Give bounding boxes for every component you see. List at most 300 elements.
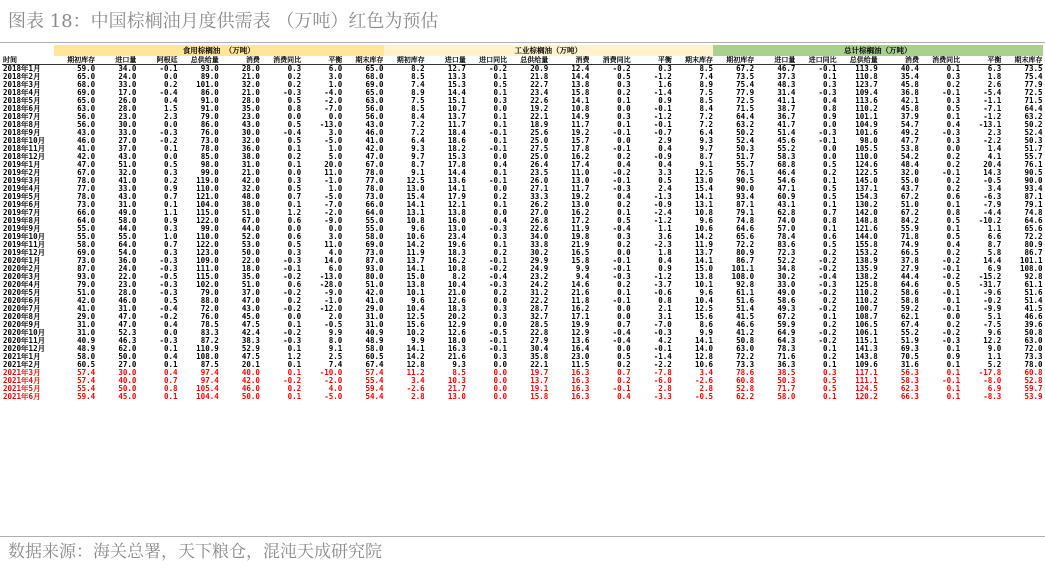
table-cell: 56.0: [77, 113, 96, 121]
table-cell: -0.2: [283, 305, 302, 313]
table-cell: 72.0: [1024, 345, 1043, 353]
table-cell: 43.0: [365, 121, 384, 129]
table-cell: 45.8: [900, 105, 919, 113]
table-cell: 0.5: [287, 241, 302, 249]
table-cell: 34.0: [118, 64, 137, 73]
table-cell: 130.2: [855, 201, 878, 209]
table-cell: 0.1: [493, 169, 508, 177]
table-cell: 64.4: [736, 113, 755, 121]
table-cell: 145.0: [855, 177, 878, 185]
table-cell: 105.4: [196, 385, 219, 393]
table-cell: 14.1: [694, 257, 714, 265]
table-cell: 12.6: [447, 297, 466, 305]
table-cell: 70.5: [900, 353, 919, 361]
table-cell: 78.0: [365, 169, 384, 177]
table-cell: 35.4: [900, 73, 919, 81]
table-cell: 0.2: [287, 81, 302, 89]
table-cell: 62.3: [900, 385, 919, 393]
table-cell: -0.2: [283, 377, 302, 385]
table-cell: 59.0: [77, 64, 96, 73]
table-row: [2, 185, 1043, 193]
table-cell: 27.0: [118, 361, 137, 369]
table-cell: 65.6: [736, 233, 755, 241]
table-cell: 38.5: [777, 369, 796, 377]
row-month: 2020年5月: [3, 289, 41, 297]
table-cell: 51.4: [777, 129, 796, 137]
table-cell: 0.1: [946, 201, 961, 209]
table-cell: 44.4: [900, 273, 919, 281]
table-cell: 0.1: [823, 201, 837, 209]
table-cell: -0.5: [324, 321, 343, 329]
table-cell: 22.1: [530, 361, 549, 369]
table-cell: 34.8: [777, 265, 796, 273]
table-row: [2, 257, 1043, 265]
table-cell: 67.4: [365, 361, 384, 369]
table-cell: 51.0: [241, 281, 260, 289]
table-cell: 101.1: [855, 113, 878, 121]
table-cell: 41.0: [365, 137, 384, 145]
table-cell: -0.1: [159, 64, 178, 73]
table-row: [2, 249, 1043, 257]
table-cell: 8.5: [699, 64, 714, 73]
table-cell: 7.5: [411, 97, 425, 105]
table-cell: 35.8: [530, 353, 549, 361]
table-cell: 63.0: [1024, 337, 1043, 345]
table-cell: 97.4: [200, 369, 219, 377]
table-cell: 48.9: [365, 337, 384, 345]
row-month: 2018年6月: [3, 105, 41, 113]
table-cell: 78.4: [777, 233, 796, 241]
table-cell: 15.8: [571, 89, 590, 97]
table-cell: 56.0: [77, 121, 96, 129]
table-cell: -0.5: [983, 177, 1002, 185]
table-cell: 37.0: [241, 289, 260, 297]
table-cell: 42.1: [900, 97, 919, 105]
table-cell: 62.1: [900, 313, 919, 321]
table-cell: 27.0: [118, 137, 137, 145]
table-cell: -31.7: [978, 281, 1002, 289]
table-cell: 20.2: [447, 313, 466, 321]
table-cell: 41.0: [77, 145, 96, 153]
table-cell: 9.1: [411, 169, 425, 177]
table-cell: 1.1: [164, 209, 178, 217]
table-cell: 50.3: [777, 377, 796, 385]
table-cell: 25.6: [530, 129, 549, 137]
table-cell: -0.2: [942, 273, 961, 281]
table-cell: 2.3: [164, 113, 178, 121]
table-row: [2, 73, 1043, 81]
table-cell: 59.4: [365, 385, 384, 393]
table-cell: 0.1: [287, 345, 302, 353]
table-cell: -3.3: [653, 393, 672, 401]
table-row: [2, 353, 1043, 361]
table-cell: 0.2: [617, 361, 631, 369]
table-cell: 64.9: [777, 329, 796, 337]
table-row: [2, 177, 1043, 185]
column-header: 消费同比: [919, 56, 960, 65]
table-cell: 31.0: [365, 321, 384, 329]
table-cell: 50.8: [736, 337, 755, 345]
table-cell: 51.7: [1024, 145, 1043, 153]
table-cell: 73.0: [77, 257, 96, 265]
table-cell: 135.9: [855, 265, 878, 273]
table-cell: 9.6: [699, 289, 714, 297]
table-cell: 0.1: [946, 64, 961, 73]
table-cell: 27.9: [530, 337, 549, 345]
table-cell: 33.0: [777, 281, 796, 289]
table-cell: 0.2: [823, 321, 837, 329]
table-cell: 55.2: [777, 145, 796, 153]
table-cell: 6.9: [987, 265, 1002, 273]
table-cell: 50.2: [736, 129, 755, 137]
table-cell: 2.3: [987, 129, 1002, 137]
table-cell: 48.0: [241, 193, 260, 201]
table-cell: -13.0: [319, 121, 343, 129]
table-cell: 124.6: [855, 161, 878, 169]
table-cell: 0.0: [493, 105, 508, 113]
table-row: [2, 233, 1043, 241]
table-cell: -0.1: [489, 257, 508, 265]
table-cell: 16.2: [571, 209, 590, 217]
table-cell: 51.6: [736, 297, 755, 305]
table-cell: 58.0: [118, 217, 137, 225]
table-cell: 13.8: [571, 81, 590, 89]
table-cell: 30.2: [530, 249, 549, 257]
table-cell: 32.0: [241, 185, 260, 193]
table-cell: 46.0: [241, 385, 260, 393]
table-cell: 0.3: [946, 137, 961, 145]
table-cell: 52.2: [777, 257, 796, 265]
table-cell: 15.7: [571, 137, 590, 145]
table-body: [2, 65, 1043, 402]
table-cell: 44.0: [241, 225, 260, 233]
table-cell: 60.5: [365, 353, 384, 361]
table-cell: 14.2: [406, 353, 425, 361]
table-cell: 15.0: [406, 273, 425, 281]
table-cell: 23.0: [241, 113, 260, 121]
table-cell: 0.3: [946, 73, 961, 81]
group-header-industrial: 工业棕榈油（万吨）: [384, 45, 714, 56]
table-cell: 0.0: [823, 153, 837, 161]
table-row: [2, 97, 1043, 105]
table-cell: -6.3: [983, 193, 1002, 201]
table-cell: 0.1: [617, 289, 631, 297]
table-cell: 0.0: [287, 113, 302, 121]
table-cell: 2.8: [411, 393, 425, 401]
table-cell: 0.0: [617, 105, 631, 113]
column-header: 平衡: [631, 56, 672, 65]
table-row: [2, 265, 1043, 273]
table-cell: 12.9: [447, 321, 466, 329]
row-month: 2021年5月: [3, 385, 41, 393]
column-header: 期末库存: [1001, 56, 1042, 65]
table-cell: 109.6: [855, 361, 878, 369]
table-cell: 11.2: [406, 369, 425, 377]
table-cell: 142.0: [855, 209, 878, 217]
table-cell: 0.5: [164, 297, 178, 305]
table-cell: 30.0: [118, 369, 137, 377]
table-cell: -1.4: [653, 89, 672, 97]
table-cell: -0.1: [942, 377, 961, 385]
table-cell: 22.8: [530, 329, 549, 337]
table-cell: 76.1: [736, 169, 755, 177]
table-cell: 110.0: [196, 233, 219, 241]
row-month: 2019年9月: [3, 225, 41, 233]
table-cell: 0.2: [617, 377, 631, 385]
group-header-row: [2, 45, 1043, 56]
table-cell: 0.2: [164, 81, 178, 89]
table-cell: 0.5: [493, 81, 508, 89]
table-cell: 0.2: [287, 73, 302, 81]
table-cell: 51.0: [118, 161, 137, 169]
table-cell: 25.0: [530, 153, 549, 161]
table-cell: 51.6: [1024, 289, 1043, 297]
table-cell: 31.0: [77, 329, 96, 337]
table-cell: 0.1: [493, 201, 508, 209]
table-cell: 33.8: [530, 241, 549, 249]
table-cell: 115.1: [855, 337, 878, 345]
table-cell: -9.9: [983, 305, 1002, 313]
table-cell: 0.8: [823, 105, 837, 113]
table-row: [2, 193, 1043, 201]
table-cell: -2.2: [653, 361, 672, 369]
table-cell: 0.5: [287, 137, 302, 145]
table-cell: 59.4: [77, 393, 96, 401]
column-header: 平衡: [960, 56, 1001, 65]
row-month: 2019年5月: [3, 193, 41, 201]
row-month: 2018年12月: [3, 153, 46, 161]
table-cell: 36.3: [777, 361, 796, 369]
row-month: 2018年2月: [3, 73, 41, 81]
table-cell: 154.3: [855, 193, 878, 201]
table-cell: 0.1: [287, 321, 302, 329]
table-cell: 12.7: [447, 64, 466, 73]
table-cell: 144.0: [855, 233, 878, 241]
table-cell: 119.0: [196, 177, 219, 185]
table-cell: 0.1: [287, 361, 302, 369]
table-cell: 0.0: [328, 113, 343, 121]
table-cell: 14.1: [694, 193, 714, 201]
table-cell: 0.2: [946, 81, 961, 89]
table-cell: 42.0: [77, 153, 96, 161]
source-divider: [0, 536, 1045, 537]
table-cell: 8.7: [411, 161, 425, 169]
table-cell: 13.3: [447, 73, 466, 81]
table-row: [2, 329, 1043, 337]
table-row: [2, 161, 1043, 169]
forecast-row: [2, 369, 1043, 377]
table-cell: 43.7: [900, 185, 919, 193]
table-cell: 10.8: [571, 105, 590, 113]
table-cell: 37.9: [900, 113, 919, 121]
table-cell: 16.2: [571, 153, 590, 161]
table-cell: 0.4: [946, 241, 961, 249]
table-cell: 73.5: [736, 73, 755, 81]
table-cell: -0.4: [612, 329, 631, 337]
table-cell: 0.7: [287, 193, 302, 201]
table-cell: 5.1: [987, 313, 1002, 321]
table-cell: 73.0: [200, 137, 219, 145]
table-cell: 51.0: [77, 289, 96, 297]
table-cell: 0.1: [617, 97, 631, 105]
supply-demand-table: [2, 45, 1043, 401]
column-header-row: [2, 56, 1043, 65]
table-cell: 0.3: [164, 249, 178, 257]
table-cell: 14.2: [694, 233, 714, 241]
table-cell: -0.1: [942, 289, 961, 297]
table-cell: 67.4: [900, 321, 919, 329]
table-row: [2, 65, 1043, 74]
table-cell: 42.4: [241, 329, 260, 337]
table-cell: 4.2: [658, 337, 672, 345]
table-cell: -0.2: [612, 169, 631, 177]
table-cell: 29.0: [365, 305, 384, 313]
table-cell: 32.0: [118, 169, 137, 177]
table-cell: 51.9: [900, 337, 919, 345]
table-cell: 20.0: [324, 161, 343, 169]
table-cell: 33.0: [118, 81, 137, 89]
table-cell: 23.0: [118, 113, 137, 121]
table-cell: 141.3: [855, 345, 878, 353]
table-cell: 0.0: [164, 329, 178, 337]
table-cell: 0.0: [617, 137, 631, 145]
table-cell: 69.0: [77, 89, 96, 97]
table-cell: 0.5: [946, 233, 961, 241]
table-cell: 2.1: [658, 305, 672, 313]
table-cell: 0.1: [493, 73, 508, 81]
table-cell: 30.2: [777, 273, 796, 281]
table-cell: 41.5: [1024, 305, 1043, 313]
table-cell: 0.9: [946, 353, 961, 361]
row-month: 2018年1月: [3, 64, 41, 73]
table-cell: 8.7: [699, 153, 714, 161]
table-cell: -0.1: [489, 145, 508, 153]
table-cell: 55.2: [900, 329, 919, 337]
table-cell: 0.5: [823, 241, 837, 249]
table-cell: 0.3: [493, 97, 508, 105]
table-cell: -0.2: [983, 297, 1002, 305]
table-cell: 15.0: [694, 265, 714, 273]
table-cell: 64.6: [900, 281, 919, 289]
table-cell: 71.5: [736, 105, 755, 113]
table-cell: 0.0: [493, 153, 508, 161]
table-cell: 12.8: [694, 353, 714, 361]
table-cell: 17.9: [447, 193, 466, 201]
table-cell: 14.1: [694, 337, 714, 345]
table-cell: 0.2: [946, 249, 961, 257]
row-month: 2019年2月: [3, 169, 41, 177]
table-cell: 56.3: [900, 369, 919, 377]
table-cell: 12.6: [447, 329, 466, 337]
table-cell: 3.0: [328, 129, 343, 137]
table-cell: -15.2: [978, 273, 1002, 281]
table-cell: -0.1: [489, 177, 508, 185]
table-cell: -0.3: [942, 129, 961, 137]
table-cell: 106.1: [855, 329, 878, 337]
table-cell: 0.1: [823, 313, 837, 321]
table-cell: 46.0: [77, 137, 96, 145]
table-cell: 28.0: [118, 289, 137, 297]
table-cell: 10.6: [406, 233, 425, 241]
table-cell: 5.0: [328, 153, 343, 161]
table-cell: -2.6: [694, 377, 714, 385]
table-cell: 0.3: [946, 97, 961, 105]
table-cell: -0.1: [489, 129, 508, 137]
table-cell: 0.7: [164, 193, 178, 201]
table-cell: 9.0: [987, 345, 1002, 353]
table-cell: 0.1: [946, 345, 961, 353]
table-cell: 90.5: [736, 177, 755, 185]
table-cell: 10.8: [406, 217, 425, 225]
table-cell: 9.6: [411, 297, 425, 305]
table-cell: 58.0: [77, 241, 96, 249]
table-cell: 13.0: [571, 201, 590, 209]
table-cell: 71.5: [1024, 97, 1043, 105]
table-cell: 67.2: [900, 193, 919, 201]
table-cell: 10.7: [447, 105, 466, 113]
table-cell: -9.0: [324, 289, 343, 297]
table-cell: 46.0: [118, 297, 137, 305]
table-cell: 19.9: [571, 321, 590, 329]
table-cell: 0.4: [493, 217, 508, 225]
table-cell: 0.7: [164, 241, 178, 249]
table-cell: 0.6: [946, 193, 961, 201]
table-cell: 122.0: [196, 217, 219, 225]
table-cell: 0.6: [287, 217, 302, 225]
table-cell: 8.5: [411, 105, 425, 113]
table-cell: 12.5: [694, 169, 714, 177]
table-cell: 16.0: [447, 217, 466, 225]
row-month: 2020年9月: [3, 321, 41, 329]
table-cell: 0.1: [823, 225, 837, 233]
table-cell: 14.4: [983, 257, 1002, 265]
table-cell: 78.0: [200, 145, 219, 153]
table-cell: 60.5: [77, 361, 96, 369]
table-cell: 13.8: [406, 281, 425, 289]
table-cell: 59.7: [1024, 385, 1043, 393]
table-cell: -0.9: [653, 201, 672, 209]
table-cell: 0.3: [493, 353, 508, 361]
table-cell: 40.9: [365, 329, 384, 337]
table-cell: 31.0: [118, 201, 137, 209]
table-cell: -4.4: [983, 209, 1002, 217]
table-cell: -0.3: [818, 89, 837, 97]
table-cell: 48.4: [900, 161, 919, 169]
row-month: 2019年7月: [3, 209, 41, 217]
table-cell: 7.2: [411, 121, 425, 129]
table-cell: 101.0: [196, 81, 219, 89]
table-cell: 13.7: [406, 257, 425, 265]
table-cell: 58.0: [77, 353, 96, 361]
table-cell: 0.1: [617, 209, 631, 217]
table-cell: -0.1: [818, 137, 837, 145]
table-cell: 47.0: [241, 297, 260, 305]
table-cell: 0.5: [617, 217, 631, 225]
table-cell: 65.0: [77, 73, 96, 81]
table-cell: 110.2: [855, 289, 878, 297]
table-cell: 0.0: [946, 313, 961, 321]
table-cell: 47.7: [900, 137, 919, 145]
table-cell: 8.6: [699, 321, 714, 329]
table-cell: 39.6: [1024, 321, 1043, 329]
table-cell: -13.1: [978, 121, 1002, 129]
table-cell: 50.0: [118, 353, 137, 361]
row-month: 2019年4月: [3, 185, 41, 193]
table-cell: 22.0: [241, 257, 260, 265]
table-cell: 8.7: [987, 241, 1002, 249]
table-cell: 1.2: [287, 209, 302, 217]
table-cell: 51.4: [736, 305, 755, 313]
